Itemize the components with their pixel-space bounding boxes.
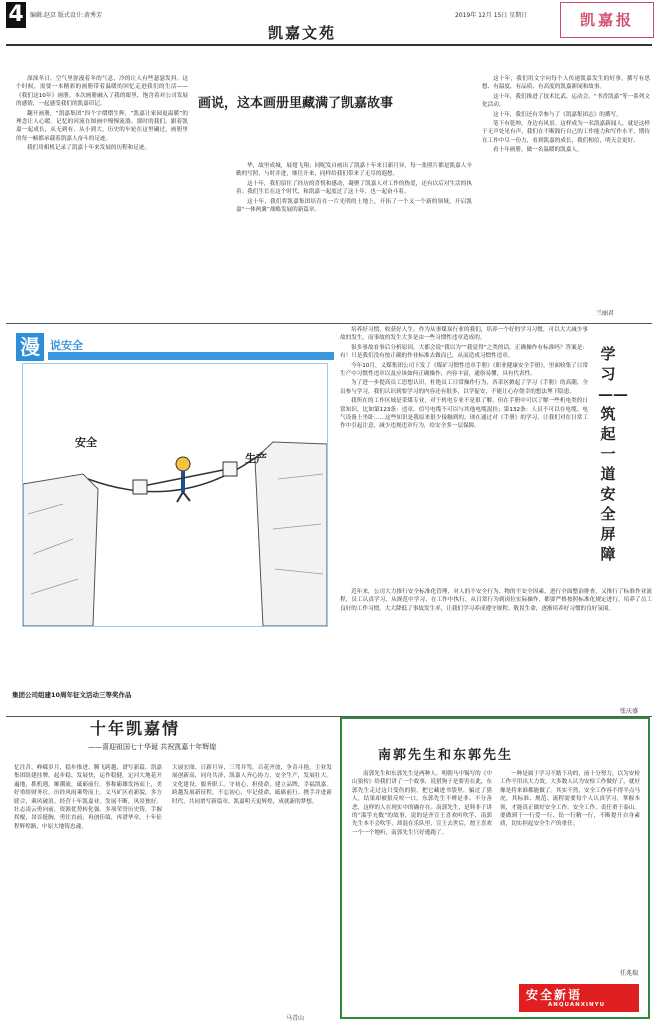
cartoon-label: 说安全 <box>50 339 83 352</box>
paragraph: 深深冬日，空气里弥漫着冬的气息，冷的让人有些瑟瑟发抖。这个时候，需要一本精彩的画册带着温暖的回忆走进我们的生活——《我们这10年》画册。本次画册融入了我的眼里，饱含着对公司发展的感情，一起感受我们的凯嘉印记。 <box>16 76 188 108</box>
cartoon-safety-word: 安全 <box>75 436 97 449</box>
paragraph: 这十年，我们推进了技术比武、运动会、“书香凯嘉”等一系列文化活动。 <box>482 93 650 109</box>
newspaper-masthead: 凯嘉报 <box>560 2 654 38</box>
editor-credits: 编辑:赵京 版式设计:黄秀芳 <box>30 12 102 19</box>
paragraph: 这十年，我们将凯嘉集团培育在一片光明的土地上，开拓了一个又一个新的领域，开启凯嘉“一体两翼”战略发展的新篇章。 <box>236 198 472 214</box>
boxed-article-author: 任兆瑞 <box>620 970 639 977</box>
paragraph: 我所在的工作区域是采煤专业，对于机电专业不是很了解，但在手册中可以了解一些机电类的日常知识，比如第123条：违章、信号电缆不可以与其他电缆混挂；第132条：人员不可以在电缆、电气设备上坐卧……这些知识是我原来很少接触到的，现在通过对《手册》的学习，让我们对在日常工作中引起注意，减少违规违章行为，给安全多一层保障。 <box>340 398 588 430</box>
paragraph: 一种是属于学习不踏下功的，前十分努力，以为安检工作不用出大力效。大多数人认为安检工作做好了，就好像是将来谁都能做了。其实不然，安全工作容不得半点马虎，其标准、规范、流程需要每个人认真学习，掌握本领，才能真正做好安全工作。安全工作，责任重于泰山。要做到干一行爱一行、钻一行精一行，不断提升自身素质，切实担起安全生产的重任。 <box>500 771 640 828</box>
boxed-article-title: 南郭先生和东郭先生 <box>378 748 514 763</box>
safety-tag-title: 安全新语 <box>526 988 583 1002</box>
paragraph: 这十年，我们用文字向每个人传递凯嘉发生的好事，撰写有思想、有温度、有品质、有高度的凯嘉新闻和故事。 <box>482 76 650 91</box>
cartoon-header-band <box>48 352 334 360</box>
anniversary-author: 马青山 <box>286 1015 305 1022</box>
safety-tag-pinyin: ANQUANXINYU <box>548 1002 606 1008</box>
tightrope-cartoon-icon <box>23 364 327 626</box>
paragraph: 为了进一步提高员工思想认识，杜绝员工日常操作行为，各采区掀起了学习《手册》的高潮，全员参与学习，我们认识到要学习的内容还有很多，以学促安，不能让心存侥幸的想法埋下隐患。 <box>340 380 588 395</box>
header-rule <box>6 44 652 46</box>
boxed-article-column-2 <box>500 770 640 966</box>
paragraph: 看十年画册，做一名温暖的凯嘉人。 <box>493 147 583 154</box>
paragraph: 培养好习惯，收获好人生。作为从事煤炭行业的我们，培养一个好的学习习惯，可以大大减少事故的发生，而事故的发生大多是由一些习惯性违章造成的。 <box>340 327 588 342</box>
cartoon-production-word: 生产 <box>245 452 267 465</box>
poem-text: 忆往昔，峥嵘岁月，稳步推进。腾飞跨越，谱写新篇，凯嘉集团组建挂牌。起步稳，发展快，运作稳健。定河大地花开遍地，抓机遇，顺潮流，砥砺前行。事称霸雄发扬而上，美好重组财务壮，历经风雨乘势而上。义马矿区看新貌，多方联合，乘风破浪。经营十年凯嘉业，发展不断，风景独好。壮志凌云勇向前，资源优势转化强。多项荣誉历史铸，手握拐棍，昂首挺胸，勇往直前，再创佳绩，再谱华章。十年征程辉煌路，中原大地铸忠魂。 <box>14 765 162 830</box>
issue-date: 2019年 12月 15日 星期日 <box>455 12 528 19</box>
section-title: 凯嘉文苑 <box>268 24 337 42</box>
top-article-column-1 <box>16 75 188 307</box>
paragraph: 很多事故看事后分析原因，大都会说“我以为”“我觉得”之类的话，正确操作有标准吗？答案是：有！只是我们没有按正确的作业标准去做而已，从而造成习惯性违章。 <box>340 344 588 360</box>
paragraph: 今年10月，义煤集团公司下发了《煤矿习惯性违章手册》《职业健康安全手册》，里面收集了日常生产中习惯性违章以及应该如何正确操作，内容丰富，通俗易懂，具有代表性。 <box>340 362 588 378</box>
cartoon-illustration <box>22 363 328 627</box>
top-article-column-3 <box>482 75 650 307</box>
cartoon-badge: 漫 <box>16 333 44 361</box>
top-article-title: 画说，这本画册里藏满了凯嘉故事 <box>198 96 394 111</box>
paragraph: 翻开画册，“凯嘉集团”四个字熠熠生辉，“凯嘉让家园更温暖”的理念让人心暖。记忆的河流在图画中慢慢流淌。那时的我们，跟着凯嘉一起成长，从无到有，从小到大，历史的车轮在这里碾过，画册里的每一帧都承载着凯嘉人奋斗的足迹。 <box>16 110 188 142</box>
anniversary-subtitle: ——喜迎祖国七十华诞 共祝凯嘉十年辉煌 <box>88 743 217 751</box>
paragraph: 笔下有乾坤，身边有风景。这样成为一名凯嘉新闻人，就是这样于无声处见有声，我们在不断践行自己的工作能力和写作水平，期待在工作中尽一份力，看到凯嘉的成长，我们相信，明天会更好。 <box>482 121 650 144</box>
anniversary-column-1 <box>14 764 162 1010</box>
safety-article-title: 学习——筑起一道安全屏障 <box>598 345 628 563</box>
poem-text: 大展宏图，日新月异，三驾并驾。百花齐放，争奇斗艳。主业发展创新高，同舟共济，凯嘉人齐心协力，安全生产，发展壮大。文化建设，服务职工。守初心，担使命，建立品牌，幸福凯嘉。跨越发展新征程，不忘初心，牢记使命，砥砺前行。携手并进新时代，共同谱写新篇章，凯嘉明天更辉煌，成就新的梦想。 <box>172 765 332 805</box>
paragraph: 华，故里成城，展翅飞翔；同呢发自画出了凯嘉十年来日新月异，每一张照片都是凯嘉人辛勤的写照，与时并进，继往开来，同样给我们带来了无尽的遐想。 <box>236 163 472 178</box>
section-divider <box>6 323 652 324</box>
paragraph: 这十年，我们留住了经历的喜悦和感动，凝聚了凯嘉人对工作的热爱，还有以后对生活的执着；我们生长在这个时代，和凯嘉一起度过了这十年，也一起奋斗着。 <box>236 180 472 196</box>
safety-article-body-top <box>340 326 588 584</box>
paragraph: 我们用相机记录了凯嘉十年来发展的历程和足迹。 <box>27 145 151 152</box>
paragraph: 南郭先生和东郭先生是两种人。明朝马中锡写的《中山狼传》给我们讲了一个故事，说猎狗于是要害在此，东郭先生走过这只受伤的狼，把它藏进书袋里，骗过了猎人，结果却被狼反咬一口。东郭先生不辨是非、不分善恶，这样的人在现实中的确存在。南郭先生，是韩非子讲的“滥竽充数”的故事，说的是齐宣王喜欢听吹竽，南郭先生本不会吹竽，却混在乐队里，宣王去世后，湣王喜欢一个一个地听，南郭先生只好逃跑了。 <box>352 771 492 836</box>
paragraph: 这十年，我们还有幸参与了《凯嘉集团志》的撰写。 <box>493 111 622 118</box>
safety-article-body-bottom <box>340 588 652 698</box>
anniversary-column-2 <box>172 764 332 1010</box>
page-number: 4 <box>6 2 26 28</box>
anniversary-title: 十年凯嘉情 <box>90 719 181 738</box>
paragraph: 近年来，公司大力推行安全标准化管理，对人的不安全行为、物的不安全因素，进行全面整治排查，又推行了标准作业流程，员工认真学习，从规范中学习、在工作中执行，从日常行为到岗位实际操作，都要严格按照标准化规定进行，培养了员工良好的工作习惯，大大降低了事故发生率，让我们学习养成遵守规程、敬畏生命，逐渐培养好习惯的良好氛围。 <box>340 589 652 612</box>
anniversary-caption: 集团公司组建10周年征文活动三等奖作品 <box>12 691 132 699</box>
top-article-column-2 <box>236 162 472 307</box>
boxed-article-column-1 <box>352 770 492 1006</box>
top-article-byline: 兰丽君 <box>596 310 615 317</box>
safety-article-byline: 张庆盛 <box>620 708 639 715</box>
